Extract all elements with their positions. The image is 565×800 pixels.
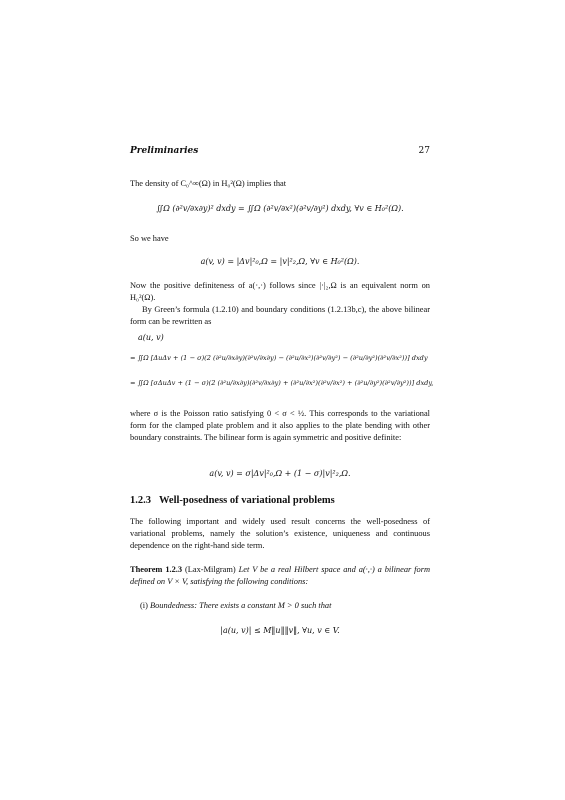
theorem-statement: Let V be a real Hilbert space and a(·,·) a bilinear form defined on V × V, satisfying the following conditions: bbox=[130, 565, 431, 586]
section-heading bbox=[130, 495, 430, 507]
equation-boundedness: |a(u, v)| ≤ M‖u‖‖v‖, ∀u, v ∈ V. bbox=[220, 626, 340, 635]
paragraph-so-we-have: So we have bbox=[130, 234, 169, 243]
condition-title: Boundedness: bbox=[150, 601, 197, 610]
section-number: 1.2.3 bbox=[130, 495, 151, 506]
page-number: 27 bbox=[418, 146, 430, 156]
equation-norm: a(v, v) = |Δv|²₀,Ω = |v|²₂,Ω, ∀v ∈ H₀²(Ω). bbox=[200, 257, 360, 266]
equation-symmetric: a(v, v) = σ|Δv|²₀,Ω + (1 − σ)|v|²₂,Ω. bbox=[209, 469, 351, 478]
section-title: Well-posedness of variational problems bbox=[159, 495, 335, 506]
paragraph-well-posedness: The following important and widely used result concerns the well-posedness of variational problems, namely the solution’s existence, uniqueness and continuous dependence on the right-hand side term. bbox=[130, 517, 430, 550]
chapter-title: Preliminaries bbox=[130, 146, 199, 156]
theorem-label: Theorem 1.2.3 bbox=[130, 565, 183, 574]
running-header bbox=[130, 146, 430, 156]
condition-text: There exists a constant M > 0 such that bbox=[199, 601, 332, 610]
paragraph-positive-definiteness: Now the positive definiteness of a(·,·) follows since |·|₂,Ω is an equivalent norm on H₀²(Ω). bbox=[130, 281, 430, 302]
equation-bilinear-line1: = ∬Ω [ΔuΔv + (1 − σ)(2 (∂²u/∂x∂y)(∂²v/∂x∂y) − (∂²u/∂x²)(∂²v/∂y²) − (∂²u/∂y²)(∂²v/∂x²))] dxdy bbox=[130, 354, 428, 362]
paragraph-greens-formula: By Green’s formula (1.2.10) and boundary conditions (1.2.13b,c), the above bilinear form can be rewritten as bbox=[130, 305, 430, 326]
equation-bilinear-line2: = ∬Ω [σΔuΔv + (1 − σ)(2 (∂²u/∂x∂y)(∂²v/∂x∂y) + (∂²u/∂x²)(∂²v/∂x²) + (∂²u/∂y²)(∂²v/∂y²))] dxdy, bbox=[130, 379, 434, 387]
equation-bilinear-lhs: a(u, v) bbox=[138, 333, 164, 342]
equation-density: ∬Ω (∂²v/∂x∂y)² dxdy = ∬Ω (∂²v/∂x²)(∂²v/∂y²) dxdy, ∀v ∈ H₀²(Ω). bbox=[156, 204, 404, 213]
paragraph-poisson-ratio: where σ is the Poisson ratio satisfying 0 < σ < ½. This corresponds to the variational form for the clamped plate problem and it also applies to the plate bending with other boundary constraints. The bilinear form is again symmetric and positive definite: bbox=[130, 409, 430, 442]
paragraph-density: The density of C₀^∞(Ω) in H₀²(Ω) implies that bbox=[130, 179, 287, 188]
condition-marker: (i) bbox=[140, 601, 148, 610]
theorem-lax-milgram bbox=[130, 564, 430, 588]
theorem-condition-boundedness bbox=[140, 600, 430, 612]
theorem-name: (Lax-Milgram) bbox=[185, 565, 236, 574]
